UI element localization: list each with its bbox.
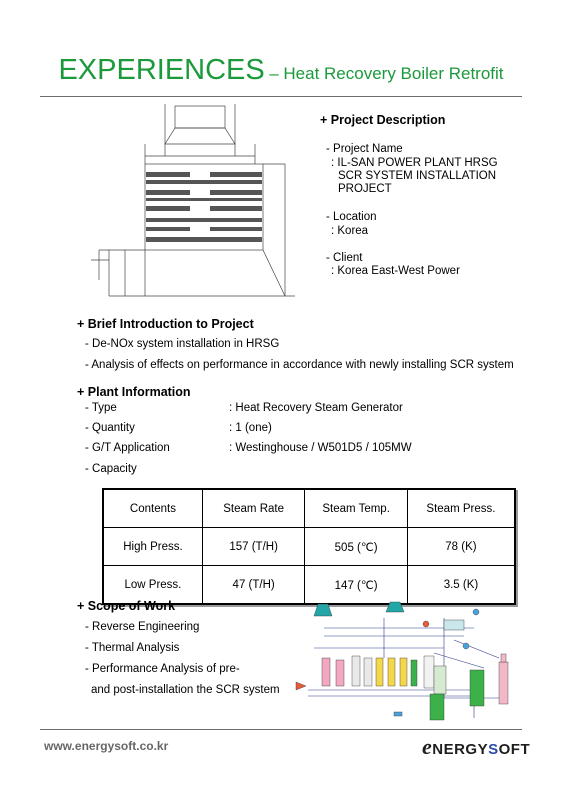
scope-item-1: - Reverse Engineering [85, 621, 200, 633]
plant-quantity-value: : 1 (one) [229, 422, 272, 434]
process-flow-diagram [294, 598, 516, 728]
client-label: - Client [326, 252, 363, 264]
project-name-line-3: PROJECT [338, 183, 392, 195]
brief-item-2: - Analysis of effects on performance in accordance with newly installing SCR system [85, 359, 514, 371]
scope-item-4: and post-installation the SCR system [91, 684, 280, 696]
capacity-table-frame [102, 488, 516, 605]
table-cell: 505 (℃) [305, 528, 408, 566]
title-rule [40, 96, 522, 97]
plant-heading: + Plant Information [77, 385, 191, 399]
plant-quantity-label: - Quantity [85, 422, 135, 434]
table-header-row [104, 490, 514, 528]
plant-type-value: : Heat Recovery Steam Generator [229, 402, 403, 414]
capacity-table [104, 490, 514, 603]
footer-rule [40, 729, 522, 730]
title-sub: – Heat Recovery Boiler Retrofit [269, 64, 504, 83]
table-header-cell: Contents [104, 490, 202, 528]
footer-url[interactable]: www.energysoft.co.kr [44, 739, 169, 753]
brief-heading: + Brief Introduction to Project [77, 317, 254, 331]
logo-e: e [422, 734, 433, 759]
location-value: : Korea [331, 225, 369, 237]
location-label: - Location [326, 211, 377, 223]
boiler-drawing [85, 100, 305, 300]
project-name-line-2: SCR SYSTEM INSTALLATION [338, 170, 497, 182]
plant-gt-value: : Westinghouse / W501D5 / 105MW [229, 442, 412, 454]
table-header-cell: Steam Temp. [305, 490, 408, 528]
page-title [0, 54, 562, 87]
project-description-heading: + Project Description [320, 113, 446, 127]
table-cell: High Press. [104, 528, 202, 566]
scope-item-3: - Performance Analysis of pre- [85, 663, 240, 675]
table-row [104, 528, 514, 566]
client-value: : Korea East-West Power [331, 265, 460, 277]
plant-type-label: - Type [85, 402, 117, 414]
logo-end: OFT [498, 741, 531, 758]
brief-item-1: - De-NOx system installation in HRSG [85, 338, 280, 350]
energysoft-logo [422, 734, 530, 760]
table-header-cell: Steam Rate [202, 490, 305, 528]
table-cell: 157 (T/H) [202, 528, 305, 566]
table-header-cell: Steam Press. [407, 490, 514, 528]
plant-capacity-label: - Capacity [85, 463, 137, 475]
table-cell: 3.5 (K) [443, 578, 479, 591]
project-name-label: - Project Name [326, 143, 403, 155]
project-name-line-1: : IL-SAN POWER PLANT HRSG [331, 157, 498, 169]
scope-item-2: - Thermal Analysis [85, 642, 180, 654]
table-cell: 78 (K) [407, 528, 514, 566]
table-cell: Low Press. [104, 566, 202, 604]
table-cell: 147 (℃) [305, 566, 408, 604]
table-cell: 47 (T/H) [202, 566, 305, 604]
scope-heading: + Scope of Work [77, 599, 176, 613]
title-main: EXPERIENCES [58, 54, 265, 86]
plant-gt-label: - G/T Application [85, 442, 170, 454]
logo-mid: NERGY [432, 741, 489, 758]
logo-s: S [488, 741, 499, 758]
